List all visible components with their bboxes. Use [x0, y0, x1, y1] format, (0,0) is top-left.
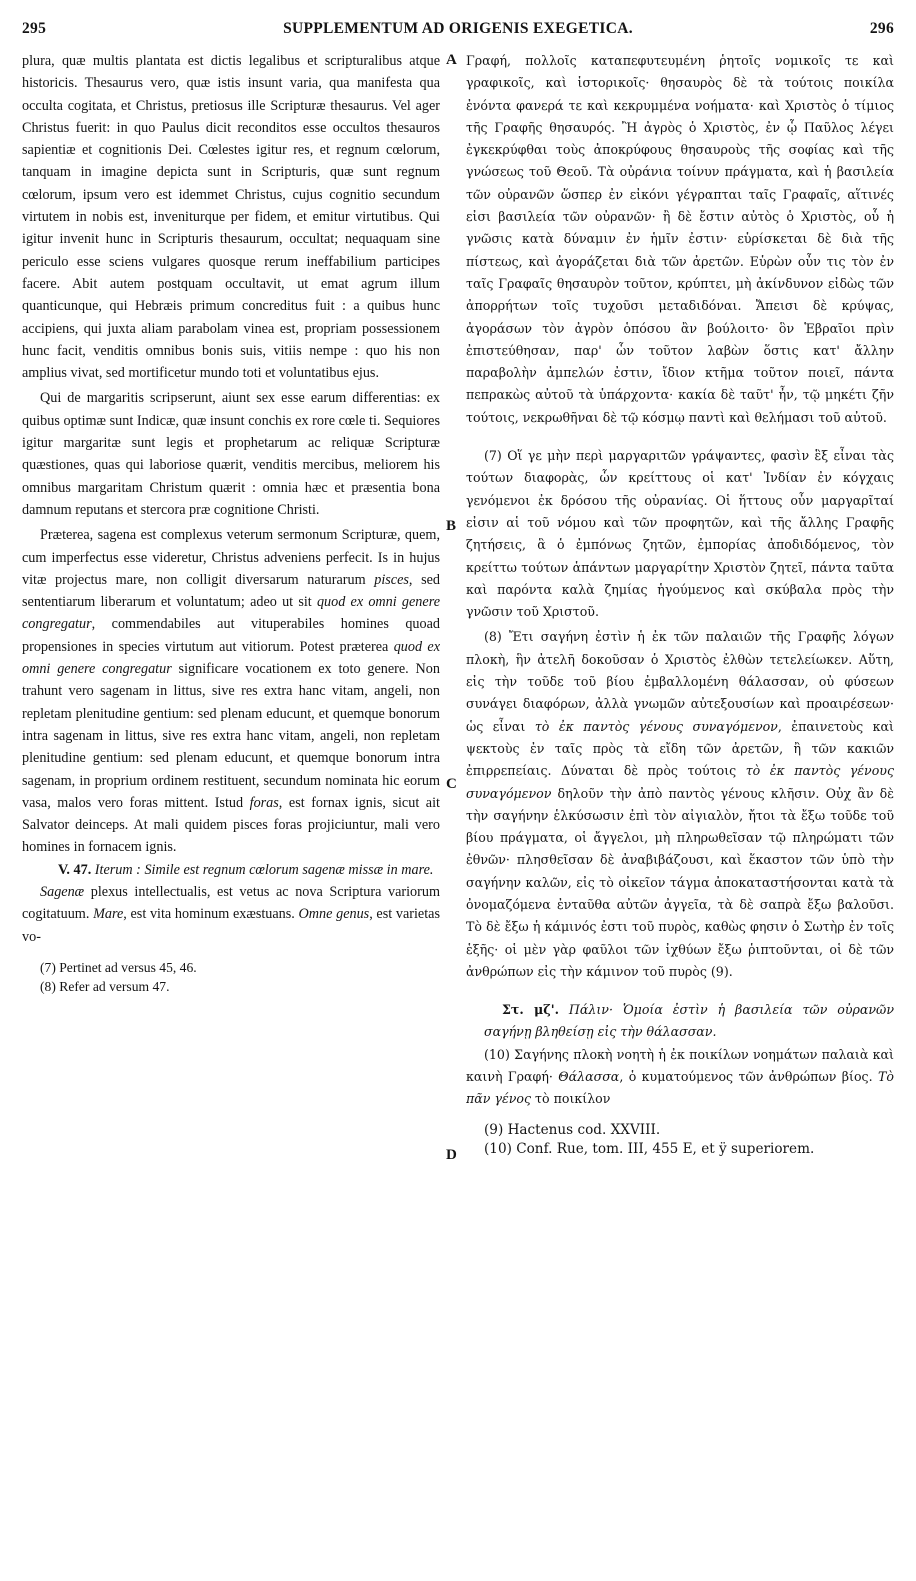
latin-text: Præterea, sagena est complexus veterum sermonum Scripturæ, quem, cum imperfectus esse videretur, Christus adveniens perfecit. Is in hujus vitæ projectus mare, non colligit diversarum naturarum	[22, 527, 440, 588]
verse-text: Iterum : Simile est regnum cœlorum sagenæ missæ in mare.	[94, 861, 434, 878]
margin-letter-b: B	[446, 518, 457, 534]
greek-footnotes	[466, 1121, 894, 1159]
greek-paragraph: Γραφή, πολλοῖς καταπεφυτευμένη ῥητοῖς νομικοῖς τε καὶ γραφικοῖς, καὶ ἱστορικοῖς· θησαυρὸς δὲ τὰ τούτοις ποικίλα ἐνόντα φανερά τε καὶ κεκρυμμένα νοήματα· καὶ Χριστὸς ὁ τίμιος τῆς Γραφῆς θησαυρός. Ἢ ἀγρὸς ὁ Χριστὸς, ἐν ᾧ Παῦλος λέγει ἐγκεκρύφθαι τοὺς ἀποκρύφους θησαυροὺς τῆς σοφίας καὶ τῆς γνώσεως τοῦ Θεοῦ. Τὰ οὐράνια τοίνυν πράγματα, καὶ ἡ βασιλεία τῶν οὐρανῶν ὥσπερ ἐν εἰκόνι γέγραπται ταῖς Γραφαῖς, αἵτινές εἰσι βασιλεία τῶν οὐρανῶν· ἢ δὲ ἔστιν αὐτὸς ὁ Χριστὸς, οὗ ἡ γνῶσις κατὰ δύναμιν ἐν ἡμῖν ἐστιν· εὑρίσκεται δὲ διὰ τῆς πίστεως, καὶ ἀγοράζεται διὰ τῶν ἀρετῶν. Εὑρὼν οὖν τις τὸν ἐν ταῖς Γραφαῖς θησαυρὸν τοῦτον, κρύπτει, μὴ ἀκίνδυνον εἰδὼς τῶν ἀπορρήτων τοῖς τυχοῦσι μεταδιδόναι. Ἄπεισι δὲ κρύψας, ἀγοράσων τὸν ἀγρὸν ὁπόσου ἂν βούλοιτο· ὃν Ἑβραῖοι πρὶν ἐπιστεύθησαν, παρ' ὧν τοῦτον λαβὼν ὅστις κατ' ἄλλην παραβολὴν ἀμπελών ἐστιν, ἴδιον κτῆμα τοῦτον ποιεῖ, πάντα πεπρακὼς αὐτοῦ τὰ ὑπάρχοντα· κακία δὲ ταῦτ' ἦν, τῷ μηκέτι ζῆν τούτοις, νεκρωθῆναι δὲ τῷ κόσμῳ παντὶ καὶ θελήμασι τοῦ αὐτοῦ.	[466, 53, 894, 425]
latin-footnotes	[22, 958, 440, 996]
latin-quote: quod ex omni genere congregatur	[22, 594, 440, 633]
latin-italic: foras	[249, 794, 279, 811]
latin-italic: Mare	[93, 906, 124, 923]
margin-letter-c: C	[446, 776, 457, 792]
margin-letter-a: A	[446, 52, 457, 68]
greek-text: (8) Ἔτι σαγήνη ἐστὶν ἡ ἐκ τῶν παλαιῶν τῆς Γραφῆς λόγων πλοκὴ, ἣν ἀτελῆ δοκοῦσαν ὁ Χριστὸς ἐλθὼν τετελείωκεν. Αὕτη, εἰς τὴν τοῦδε τοῦ βίου ἐμβαλλομένη θάλασσαν, οὐ φύσεων συνάγει διαφόρων, ἀλλὰ γνωμῶν αὐτεξουσίων καὶ προαιρέσεων· ὡς εἶναι	[466, 629, 894, 734]
footnote: (7) Pertinet ad versus 45, 46.	[40, 959, 197, 975]
page-number-right: 296	[869, 20, 894, 37]
running-header	[22, 20, 894, 42]
running-title: SUPPLEMENTUM AD ORIGENIS EXEGETICA.	[283, 20, 633, 37]
latin-italic: Sagenæ	[40, 883, 85, 900]
greek-column	[466, 50, 894, 1565]
latin-paragraph	[22, 524, 440, 858]
latin-text: plexus intellectualis, est vetus ac nova Scriptura variorum cogitatuum.	[22, 883, 440, 923]
latin-verse-heading	[22, 859, 440, 881]
latin-text: , sed sententiarum liberarum et voluntatum; adeo ut sit	[22, 571, 440, 611]
greek-text: τὸ ποικίλον	[531, 1091, 611, 1107]
margin-letter-d: D	[446, 1147, 457, 1163]
latin-column	[22, 50, 440, 1565]
greek-italic: Τὸ πᾶν γένος	[466, 1069, 894, 1107]
latin-text: , est fornax ignis, sicut ait Salvator deinceps. At mali quidem pisces foras projiciuntur, mali vero homines in fornacem ignis.	[22, 794, 440, 856]
greek-text: , ἐπαινετοὺς καὶ ψεκτοὺς ἐν ταῖς πρὸς τὰ εἴδη τῶν ἀρετῶν, ἢ τῶν κακιῶν ἐπιρρεπείαις. Δύναται δὲ πρὸς τούτοις	[466, 718, 894, 779]
greek-text: δηλοῦν τὴν ἀπὸ παντὸς γένους κλῆσιν. Οὐχ ἂν δὲ τὴν σαγήνην ἑλκύσωσιν ἐπὶ τὸν αἰγιαλὸν, ἤτοι τὰ ἔξω τοῦδε τοῦ βίου πράγματα, οἱ ἄγγελοι, μὴ πληρωθεῖσαν τῷ πληρώματι τῶν ἐθνῶν· πλησθεῖσαν δὲ ἀναβιβάζουσι, καὶ ἕκαστον τῶν ὑπὸ τὴν σαγήνην καλῶν, εἰς τὸ οἰκεῖον τάγμα ἀποκαταστήσονται κατὰ τὰ ὀνομαζόμενα ἐνταῦθα αὐτῶν ἀγγεῖα, τὰ δὲ σαπρὰ ἔξω βαλοῦσι. Τὸ δὲ ἔξω ἡ κάμινός ἐστι τοῦ πυρὸς, καθὼς φησιν ὁ Σωτὴρ ἐν τοῖς ἑξῆς· οἱ μὲν γὰρ φαῦλοι τῶν ἰχθύων ἔξω ῥιπτοῦνται, οἱ δὲ τῶν ἀνθρώπων εἰς τὴν κάμινον τοῦ πυρὸς (9).	[466, 785, 894, 979]
greek-text: (10) Σαγήνης πλοκὴ νοητὴ ἡ ἐκ ποικίλων νοημάτων παλαιὰ καὶ καινὴ Γραφή·	[466, 1046, 894, 1085]
footnote: (8) Refer ad versum 47.	[40, 978, 170, 994]
greek-text: , ὁ κυματούμενος τῶν ἀνθρώπων βίος.	[619, 1069, 878, 1085]
greek-paragraph	[466, 1044, 894, 1111]
latin-text: significare vocationem ex toto genere. Non trahunt vero sagenam in littus, sive res extra hanc vitam, angeli, non repletam plenitudine gentium: sed plenam educunt, et quemque bonorum intra sagenam in littus, sive res extra hanc vitam, angeli, non repletam plenitudine gentium: sed plenam educunt, et quemque bonorum intra sagenam, in proprium ordinem restituent, secundum nominata hic eorum vasa, malos vero foras mittent. Istud	[22, 661, 440, 811]
greek-italic: Θάλασσα	[558, 1069, 620, 1085]
footnote: (10) Conf. Rue, tom. III, 455 E, et ÿ superiorem.	[484, 1140, 815, 1157]
greek-verse-heading	[466, 999, 894, 1044]
latin-italic: pisces	[374, 571, 409, 588]
latin-text: , est varietas vo-	[22, 906, 440, 945]
verse-number: Στ. μζ'.	[502, 1002, 559, 1018]
greek-quote: τὸ ἐκ παντὸς γένους συναγόμενον	[534, 718, 778, 734]
verse-number: V. 47.	[58, 861, 92, 878]
latin-paragraph	[22, 881, 440, 948]
greek-paragraph: (7) Οἵ γε μὴν περὶ μαργαριτῶν γράψαντες, φασὶν ἓξ εἶναι τὰς τούτων διαφορὰς, ὧν κρείττους οἱ κατ' Ἰνδίαν ἐν κόγχαις γενόμενοι ἐκ δρόσου τῆς οὐρανίας. Οἱ ἥττους οὖν μαργαρῖταί εἰσιν αἱ τοῦ νόμου καὶ τῶν προφητῶν, καὶ τῆς ἄλλης Γραφῆς ζητήσεις, ἃ ὁ ἐμπόνως ζητῶν, ἐμπορίας ἀποδιδόμενος, τὸν κρείττω τούτων ἁπάντων μαργαρίτην Χριστὸν ζητεῖ, πάντα ταῦτα καὶ παρόντα καλὰ ζημίας ἡγούμενος καὶ σκύβαλα πρὸς τὴν γνῶσιν τοῦ Χριστοῦ.	[466, 448, 894, 620]
latin-text: , est vita hominum exæstuans.	[123, 906, 299, 923]
footnote: (9) Hactenus cod. XXVIII.	[484, 1121, 661, 1138]
greek-quote: τὸ ἐκ παντὸς γένους συναγόμενον	[466, 763, 894, 801]
latin-paragraph: plura, quæ multis plantata est dictis legalibus et scripturalibus atque historicis. Thesaurus vero, quæ istis insunt varia, qua manifesta qua occulta cogitata, et Christus, pretiosus ille Scripturæ thesaurus. Vel ager Christus fuerit: in quo Paulus dicit reconditos esse occultos thesauros sapientiæ et cognitionis Dei. Cœlestes igitur res, et regnum cœlorum, tanquam in imagine depicta sunt in Scripturis, quæ sunt regnum cœlorum, ipsum vero est idemmet Christus, cujus cognitio secundum virtutem in nobis est, inveniturque per fidem, et emitur virtutibus. Qui igitur invenit hunc in Scripturis thesaurum, occultat; nequaquam sine periculo esse sciens vulgares quosque rerum ineffabilium participes facere. Abit autem postquam occultavit, ut emat agrum illum quanticunque, qui Hebræis primum concreditus fuit : a quibus hunc accipiens, qui juxta aliam parabolam vinea est, propriam possessionem hunc facit, venditis omnibus bonis suis, vitiis nempe : quo his non amplius vivat, sed mortificetur mundo toti et voluntatibus ejus.	[22, 53, 440, 382]
latin-quote: quod ex omni genere congregatur	[22, 638, 440, 678]
verse-text: Πάλιν· Ὁμοία ἐστὶν ἡ βασιλεία τῶν οὐρανῶν σαγήνῃ βληθείσῃ εἰς τὴν θάλασσαν.	[484, 1002, 894, 1040]
page-number-left: 295	[22, 20, 47, 37]
greek-paragraph	[466, 626, 894, 983]
latin-paragraph: Qui de margaritis scripserunt, aiunt sex esse earum differentias: ex quibus optimæ sunt Indicæ, quæ insunt conchis ex rore cœle ti. Sequiores igitur margaritæ sunt legis et prophetarum ac reliquæ Scripturæ quæstiones, quas qui laboriose quærit, venditis mercibus, meliorem his omnibus margaritam Christum quærit : omnia hæc et præsentia bona damnum reputans et stercora præ cognitione Christi.	[22, 390, 440, 518]
latin-italic: Omne genus	[298, 906, 370, 923]
latin-text: , commendabiles aut vituperabiles homines quoad propensiones in species virtutum aut vitiorum. Potest præterea	[22, 616, 440, 655]
